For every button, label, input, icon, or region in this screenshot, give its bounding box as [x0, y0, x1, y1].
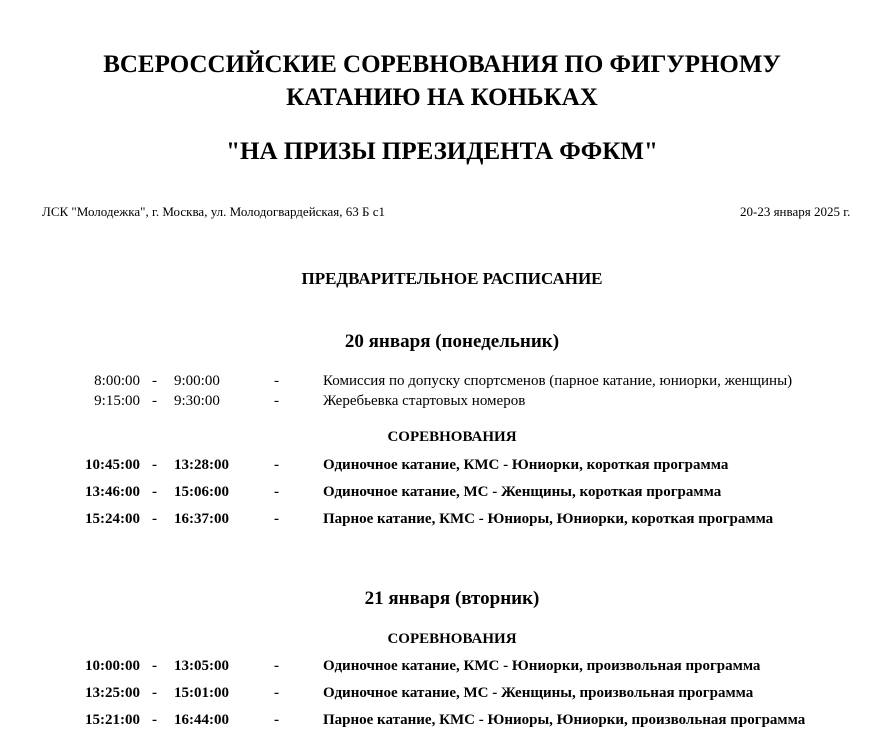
- start-time: 9:15:00: [94, 393, 140, 409]
- start-time: 10:00:00: [85, 658, 140, 674]
- venue-location: ЛСК "Молодежка", г. Москва, ул. Молодогвардейская, 63 Б с1: [42, 204, 386, 219]
- time-separator: -: [152, 658, 157, 674]
- end-time: 16:44:00: [174, 712, 229, 728]
- event-separator: -: [274, 457, 279, 473]
- schedule-row: [0, 685, 884, 705]
- event-separator: -: [274, 685, 279, 701]
- end-time: 9:00:00: [174, 373, 220, 389]
- start-time: 10:45:00: [85, 457, 140, 473]
- event-separator: -: [274, 511, 279, 527]
- time-separator: -: [152, 511, 157, 527]
- event-name: Парное катание, КМС - Юниоры, Юниорки, короткая программа: [323, 511, 774, 527]
- schedule-row: [0, 393, 884, 413]
- section-heading-competitions: СОРЕВНОВАНИЯ: [387, 429, 517, 445]
- time-separator: -: [152, 685, 157, 701]
- event-separator: -: [274, 484, 279, 500]
- event-separator: -: [274, 712, 279, 728]
- end-time: 15:06:00: [174, 484, 229, 500]
- end-time: 13:28:00: [174, 457, 229, 473]
- start-time: 13:46:00: [85, 484, 140, 500]
- document-title-line2: КАТАНИЮ НА КОНЬКАХ: [286, 84, 598, 111]
- start-time: 15:21:00: [85, 712, 140, 728]
- event-separator: -: [274, 393, 279, 409]
- event-name: Одиночное катание, МС - Женщины, произвольная программа: [323, 685, 754, 701]
- schedule-row: [0, 511, 884, 531]
- start-time: 15:24:00: [85, 511, 140, 527]
- schedule-row: [0, 484, 884, 504]
- start-time: 8:00:00: [94, 373, 140, 389]
- schedule-row: [0, 658, 884, 678]
- document-subtitle: "НА ПРИЗЫ ПРЕЗИДЕНТА ФФКМ": [226, 138, 658, 165]
- time-separator: -: [152, 373, 157, 389]
- end-time: 9:30:00: [174, 393, 220, 409]
- event-name: Одиночное катание, КМС - Юниорки, короткая программа: [323, 457, 729, 473]
- event-dates: 20-23 января 2025 г.: [740, 204, 851, 219]
- event-separator: -: [274, 658, 279, 674]
- schedule-heading: ПРЕДВАРИТЕЛЬНОЕ РАСПИСАНИЕ: [301, 269, 603, 288]
- event-name: Комиссия по допуску спортсменов (парное катание, юниорки, женщины): [323, 373, 793, 389]
- event-name: Одиночное катание, КМС - Юниорки, произвольная программа: [323, 658, 761, 674]
- event-name: Жеребьевка стартовых номеров: [323, 393, 526, 409]
- schedule-row: [0, 712, 884, 732]
- time-separator: -: [152, 457, 157, 473]
- start-time: 13:25:00: [85, 685, 140, 701]
- time-separator: -: [152, 393, 157, 409]
- schedule-row: [0, 457, 884, 477]
- end-time: 16:37:00: [174, 511, 229, 527]
- event-name: Парное катание, КМС - Юниоры, Юниорки, произвольная программа: [323, 712, 806, 728]
- section-heading-competitions: СОРЕВНОВАНИЯ: [387, 631, 517, 647]
- schedule-row: [0, 373, 884, 393]
- day-heading-2: 21 января (вторник): [364, 588, 540, 609]
- end-time: 13:05:00: [174, 658, 229, 674]
- day-heading-1: 20 января (понедельник): [344, 331, 560, 352]
- end-time: 15:01:00: [174, 685, 229, 701]
- time-separator: -: [152, 712, 157, 728]
- time-separator: -: [152, 484, 157, 500]
- event-name: Одиночное катание, МС - Женщины, короткая программа: [323, 484, 722, 500]
- document-title-line1: ВСЕРОССИЙСКИЕ СОРЕВНОВАНИЯ ПО ФИГУРНОМУ: [103, 51, 781, 78]
- event-separator: -: [274, 373, 279, 389]
